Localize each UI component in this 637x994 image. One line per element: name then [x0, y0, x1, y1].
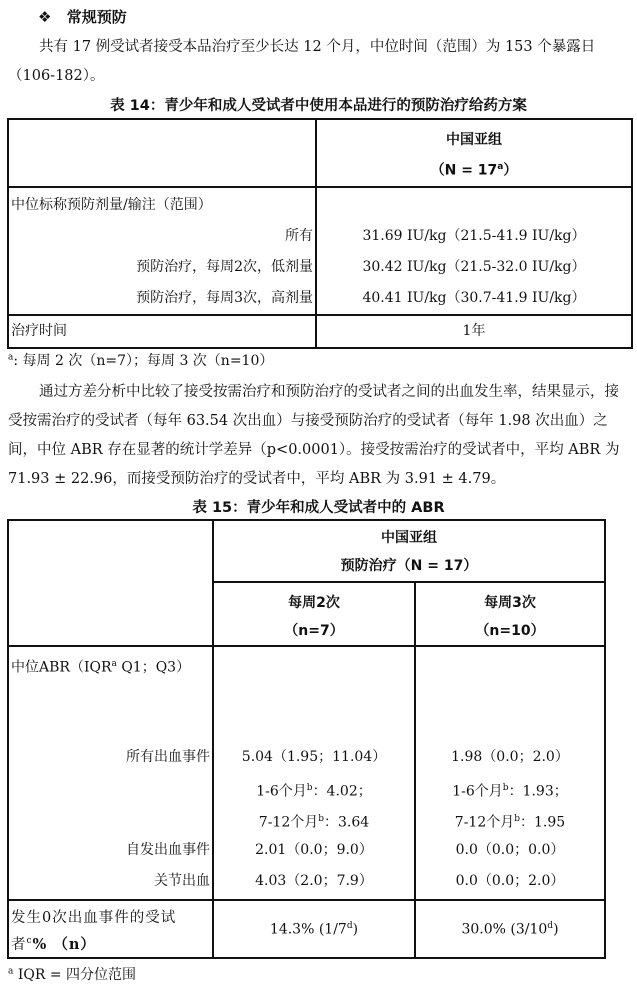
table-14-label-col [8, 187, 316, 315]
table-14-footnote: $^a$: 每周 2 次（n=7）；每周 3 次（n=10） [8, 352, 274, 369]
table-14-value-col [316, 187, 632, 315]
dose-row-label: 预防治疗，每周2次，低剂量 [136, 259, 313, 275]
table-14-empty-header [8, 119, 316, 187]
dose-row-value: 40.41 IU/kg（30.7-41.9 IU/kg） [362, 290, 586, 306]
col-header-twice-weekly: 每周2次 （n=7） [213, 582, 415, 646]
paragraph-2: 通过方差分析中比较了接受按需治疗和预防治疗的受试者之间的出血发生率，结果显示，接受按需治疗的受试者（每年 63.54 次出血）与接受预防治疗的受试者（每年 1.98 次出血）之间，中位 ABR 存在显著的统计学差异（p<0.0001）。接受按需治疗的受试者中，平均 ABR 为 71.93 ± 22.96，而接受预防治疗的受试者中，平均 ABR 为 3.91 ± 4.79。 [8, 384, 620, 487]
all-bleeds-value: 5.04（1.95；11.04） [241, 749, 387, 765]
duration-label: 治疗时间 [8, 315, 316, 348]
months-1-6-value: 1-6个月$^b$：4.02； [256, 783, 372, 800]
zero-bleeds-value-col1: 14.3% (1/7$^d$) [213, 900, 415, 958]
table-15-footnote: $^a$ IQR = 四分位范围 [8, 966, 137, 983]
zero-bleeds-value-col2: 30.0% (3/10$^d$) [415, 900, 605, 958]
table-15-label-col [8, 646, 213, 900]
table-15-empty-header [8, 520, 213, 646]
all-bleeds-label: 所有出血事件 [126, 749, 210, 765]
dose-row-value: 31.69 IU/kg（21.5-41.9 IU/kg） [362, 228, 586, 244]
table-15-caption: 表 15：青少年和成人受试者中的 ABR [192, 500, 445, 516]
spontaneous-bleeds-label: 自发出血事件 [126, 842, 210, 858]
table-15-col1-values [213, 646, 415, 900]
spontaneous-value: 0.0（0.0；0.0） [455, 842, 565, 858]
group-title: 中国亚组 [381, 530, 437, 546]
joint-value: 0.0（0.0；2.0） [455, 873, 565, 889]
col-header-thrice-weekly: 每周3次 （n=10） [415, 582, 605, 646]
diamond-bullet-icon: ❖ [38, 8, 52, 26]
months-1-6-value: 1-6个月$^b$：1.93； [452, 783, 568, 800]
paragraph-1: 共有 17 例受试者接受本品治疗至少长达 12 个月，中位时间（范围）为 153 个暴露日（106-182）。 [8, 39, 596, 84]
spontaneous-value: 2.01（0.0；9.0） [255, 842, 373, 858]
table-15-col2-values [415, 646, 605, 900]
table-14 [7, 118, 633, 349]
months-7-12-value: 7-12个月$^b$：1.95 [454, 814, 566, 831]
months-7-12-value: 7-12个月$^b$：3.64 [258, 814, 370, 831]
section-title: 常规预防 [66, 8, 127, 26]
dose-row-header: 中位标称预防剂量/输注（范围） [11, 197, 212, 213]
dose-row-value: 30.42 IU/kg（21.5-32.0 IU/kg） [362, 259, 586, 275]
table-15-group-header [213, 520, 605, 582]
table-14-group-header [316, 119, 632, 187]
median-abr-label: 中位ABR（IQR$^a$ Q1；Q3） [11, 659, 191, 676]
dose-row-label: 所有 [285, 228, 313, 244]
joint-value: 4.03（2.0；7.9） [255, 873, 373, 889]
duration-value: 1年 [316, 315, 632, 348]
dose-row-label: 预防治疗，每周3次，高剂量 [136, 290, 313, 306]
joint-bleeds-label: 关节出血 [154, 873, 210, 889]
table-15 [7, 519, 606, 959]
group-n: $(N = 17^a)$ [430, 162, 518, 179]
group-subtitle: 预防治疗（N = 17） [340, 558, 478, 574]
zero-bleeds-label: 发生0次出血事件的受试 者$^c$% （n） [8, 900, 213, 958]
group-title: 中国亚组 [446, 132, 502, 148]
all-bleeds-value: 1.98（0.0；2.0） [451, 749, 569, 765]
section-heading [38, 6, 127, 27]
table-14-caption: 表 14：青少年和成人受试者中使用本品进行的预防治疗给药方案 [110, 98, 527, 114]
